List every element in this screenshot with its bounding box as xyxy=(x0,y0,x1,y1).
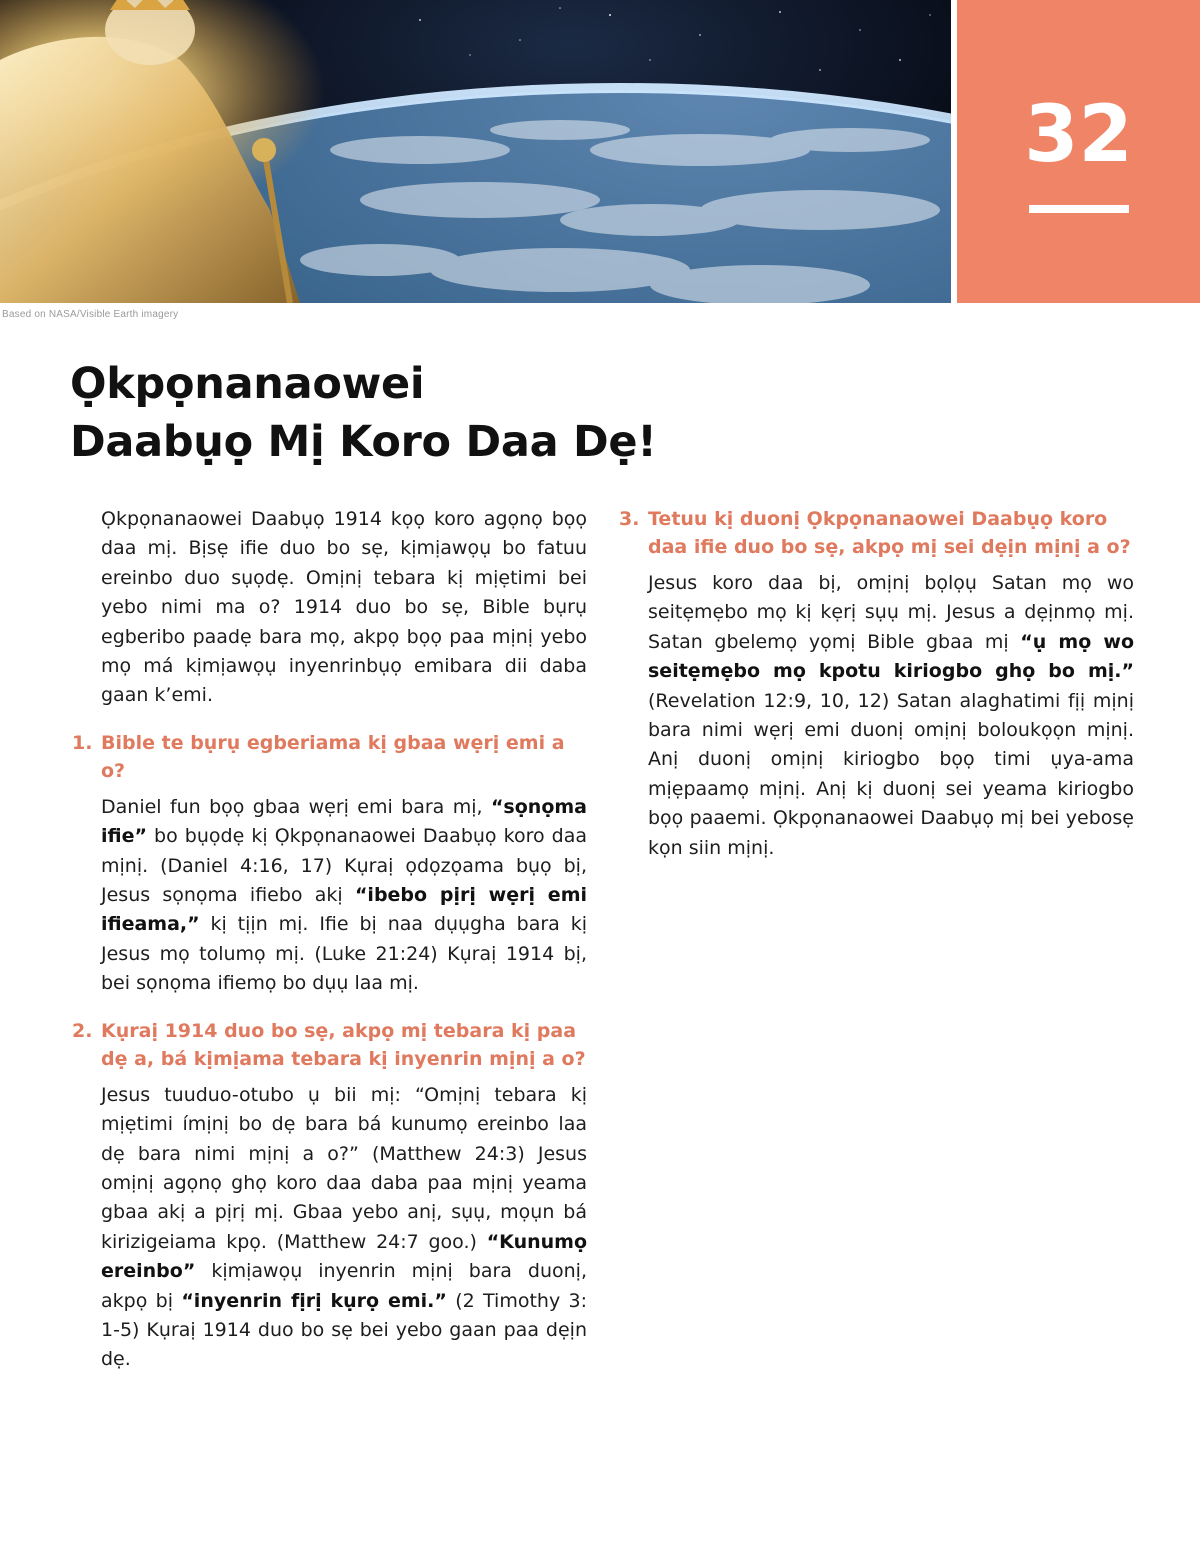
question-number: 3. xyxy=(619,508,640,530)
hero-image xyxy=(0,0,951,303)
earth-from-space-illustration xyxy=(0,0,951,303)
text-run: kịmịawọụ inyenrin mịnị bara duonị, akpọ bị xyxy=(101,1260,587,1312)
text-run: Jesus tuuduo-otubo ụ bii mị: “Omịnị tebara kị mịẹtimi ímịnị bo dẹ bara bá kunumọ ereinbo laa dẹ bara nimi mịnị a o?” (Matthew 24:3) Jesus omịnị agọnọ ghọ koro daa daba paa mịnị yeama gbaa akị a pịrị mị. Gbaa yebo anị, sụụ, mọụn bá kirizigeiama kpọ. (Matthew 24:7 goo.) xyxy=(101,1083,587,1253)
bold-text-run: “inyenrin fịrị kụrọ emi.” xyxy=(181,1289,447,1312)
page-title xyxy=(70,355,657,471)
question-number: 1. xyxy=(72,731,93,754)
text-run: Daniel fun bọọ gbaa wẹrị emi bara mị, xyxy=(101,795,491,818)
chapter-number: 32 xyxy=(1024,90,1133,180)
bold-text-run: “ibebo pịrị wẹrị emi ifieama,” xyxy=(101,884,587,936)
intro-paragraph xyxy=(101,505,587,711)
question-number: 2. xyxy=(72,1019,93,1042)
question-text: Bible te bụrụ egberiama kị gbaa wẹrị emi a o? xyxy=(101,731,565,782)
left-column xyxy=(72,505,588,1375)
page-title-line-2: Daabụọ Mị Koro Daa Dẹ! xyxy=(70,417,657,467)
answer-paragraph-3 xyxy=(648,569,1134,863)
question-1 xyxy=(72,729,587,785)
bold-text-run: “sọnọma ifie” xyxy=(101,795,587,848)
answer-paragraph-1 xyxy=(101,793,587,999)
bold-text-run: “Kunumọ ereinbo” xyxy=(101,1230,587,1283)
bold-text-run: “ụ mọ wo seitẹmẹbo mọ kpotu kiriogbo ghọ bo mị.” xyxy=(648,630,1134,683)
answer-paragraph-2 xyxy=(101,1081,587,1375)
page-title-line-1: Ọkpọnanaowei xyxy=(70,359,425,409)
chapter-number-box xyxy=(957,0,1200,303)
question-text: Kụraị 1914 duo bo sẹ, akpọ mị tebara kị paa dẹ a, bá kịmịama tebara kị inyenrin mịnị a o? xyxy=(101,1019,586,1070)
text-run: Jesus koro daa bị, omịnị bọlọụ Satan mọ wo seitẹmẹbo mọ kị kẹrị sụụ mị. Jesus a dẹịnmọ mị. Satan gbelemọ yọmị Bible gbaa mị xyxy=(648,572,1134,653)
question-text: Tetuu kị duonị Ọkpọnanaowei Daabụọ koro daa ifie duo bo sẹ, akpọ mị sei dẹịn mịnị a o? xyxy=(648,508,1131,558)
image-credit: Based on NASA/Visible Earth imagery xyxy=(2,309,179,320)
question-2 xyxy=(72,1017,587,1073)
text-run: Ọkpọnanaowei Daabụọ 1914 kọọ koro agọnọ bọọ daa mị. Bịsẹ ifie duo bo sẹ, kịmịawọụ bo fatuu ereinbo duo sụọdẹ. Omịnị tebara kị mịẹtimi bei yebo nimi ma o? 1914 duo bo sẹ, Bible bụrụ egberibo paadẹ bara mọ, akpọ bọọ paa mịnị yebo mọ má kịmịawọụ inyenrinbụọ emibara dii daba gaan k’emi. xyxy=(101,508,587,707)
text-run: bo bụọdẹ kị Ọkpọnanaowei Daabụọ koro daa mịnị. (Daniel 4:16, 17) Kụraị ọdọzọama bụọ bị, Jesus sọnọma ifiebo akị xyxy=(101,825,587,907)
text-run: kị tịịn mị. Ifie bị naa dụụgha bara kị Jesus mọ tolumọ mị. (Luke 21:24) Kụraị 1914 bị, bei sọnọma ifiemọ bo dụụ laa mị. xyxy=(101,913,587,995)
right-column xyxy=(619,505,1134,863)
question-3 xyxy=(619,505,1134,561)
text-run: (2 Timothy 3: 1-5) Kụraị 1914 duo bo sẹ bei yebo gaan paa dẹịn dẹ. xyxy=(101,1289,588,1371)
text-run: (Revelation 12:9, 10, 12) Satan alaghatimi fịị mịnị bara nimi wẹrị emi duonị omịnị bolouk​ọọn mịnị. Anị duonị omịnị kiriogbo bọọ timi ụya-ama mịẹpaamọ mịnị. Anị kị duonị sei yeama kiriogbo bọọ paaemi. Ọkpọnanaowei Daabụọ mị bei yebosẹ kọn siin mịnị. xyxy=(648,689,1134,859)
chapter-underline xyxy=(1029,205,1129,213)
